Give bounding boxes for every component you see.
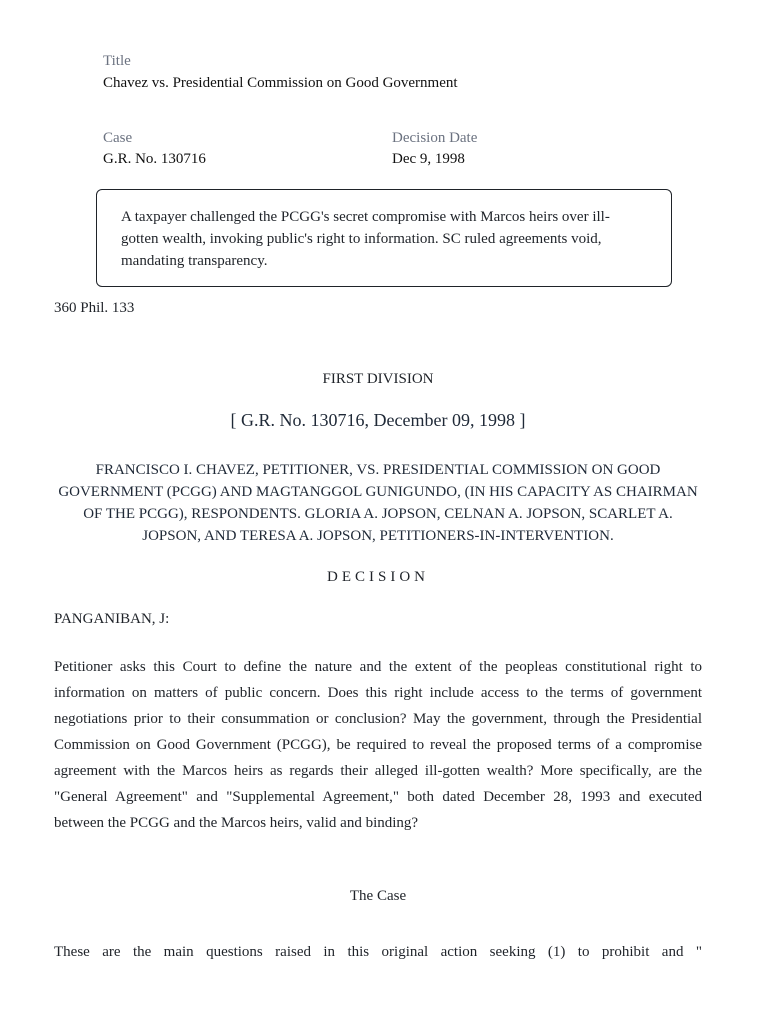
body-paragraph: These are the main questions raised in this original action seeking (1) to prohibit and " [54, 944, 702, 960]
meta-title-value: Chavez vs. Presidential Commission on Good Government [103, 75, 458, 91]
meta-date-value: Dec 9, 1998 [392, 151, 465, 167]
meta-title-label: Title [103, 53, 131, 69]
citation: 360 Phil. 133 [54, 300, 135, 316]
parties-caption: FRANCISCO I. CHAVEZ, PETITIONER, VS. PRESIDENTIAL COMMISSION ON GOOD GOVERNMENT (PCGG) AND MAGTANGGOL GUNIGUNDO, (IN HIS CAPACITY AS CHAIRMAN OF THE PCGG), RESPONDENTS. GLORIA A. JOPSON, CELNAN A. JOPSON, SCARLET A. JOPSON, AND TERESA A. JOPSON, PETITIONERS-IN-INTERVENTION. [58, 462, 698, 544]
division-heading: FIRST DIVISION [322, 371, 434, 387]
meta-case-value: G.R. No. 130716 [103, 151, 206, 167]
case-number-heading: [ G.R. No. 130716, December 09, 1998 ] [230, 410, 526, 430]
summary-box [96, 189, 672, 287]
decision-heading: DECISION [327, 569, 429, 585]
body-paragraph: Petitioner asks this Court to define the nature and the extent of the peopleas constitutional right to information on matters of public concern. Does this right include access to the terms of government negotiations prior to their consummation or conclusion? May the government, through the Presidential Commission on Good Government (PCGG), be required to reveal the proposed terms of a compromise agreement with the Marcos heirs as regards their alleged ill-gotten wealth? More specifically, are the "General Agreement" and "Supplemental Agreement," both dated December 28, 1993 and executed between the PCGG and the Marcos heirs, valid and binding? [54, 659, 702, 831]
meta-date-label: Decision Date [392, 130, 478, 146]
meta-case-label: Case [103, 130, 133, 146]
summary-text: A taxpayer challenged the PCGG's secret compromise with Marcos heirs over ill-gotten wealth, invoking public's right to information. SC ruled agreements void, mandating transparency. [121, 209, 610, 269]
ponente: PANGANIBAN, J: [54, 611, 170, 627]
section-heading-the-case: The Case [349, 888, 407, 904]
